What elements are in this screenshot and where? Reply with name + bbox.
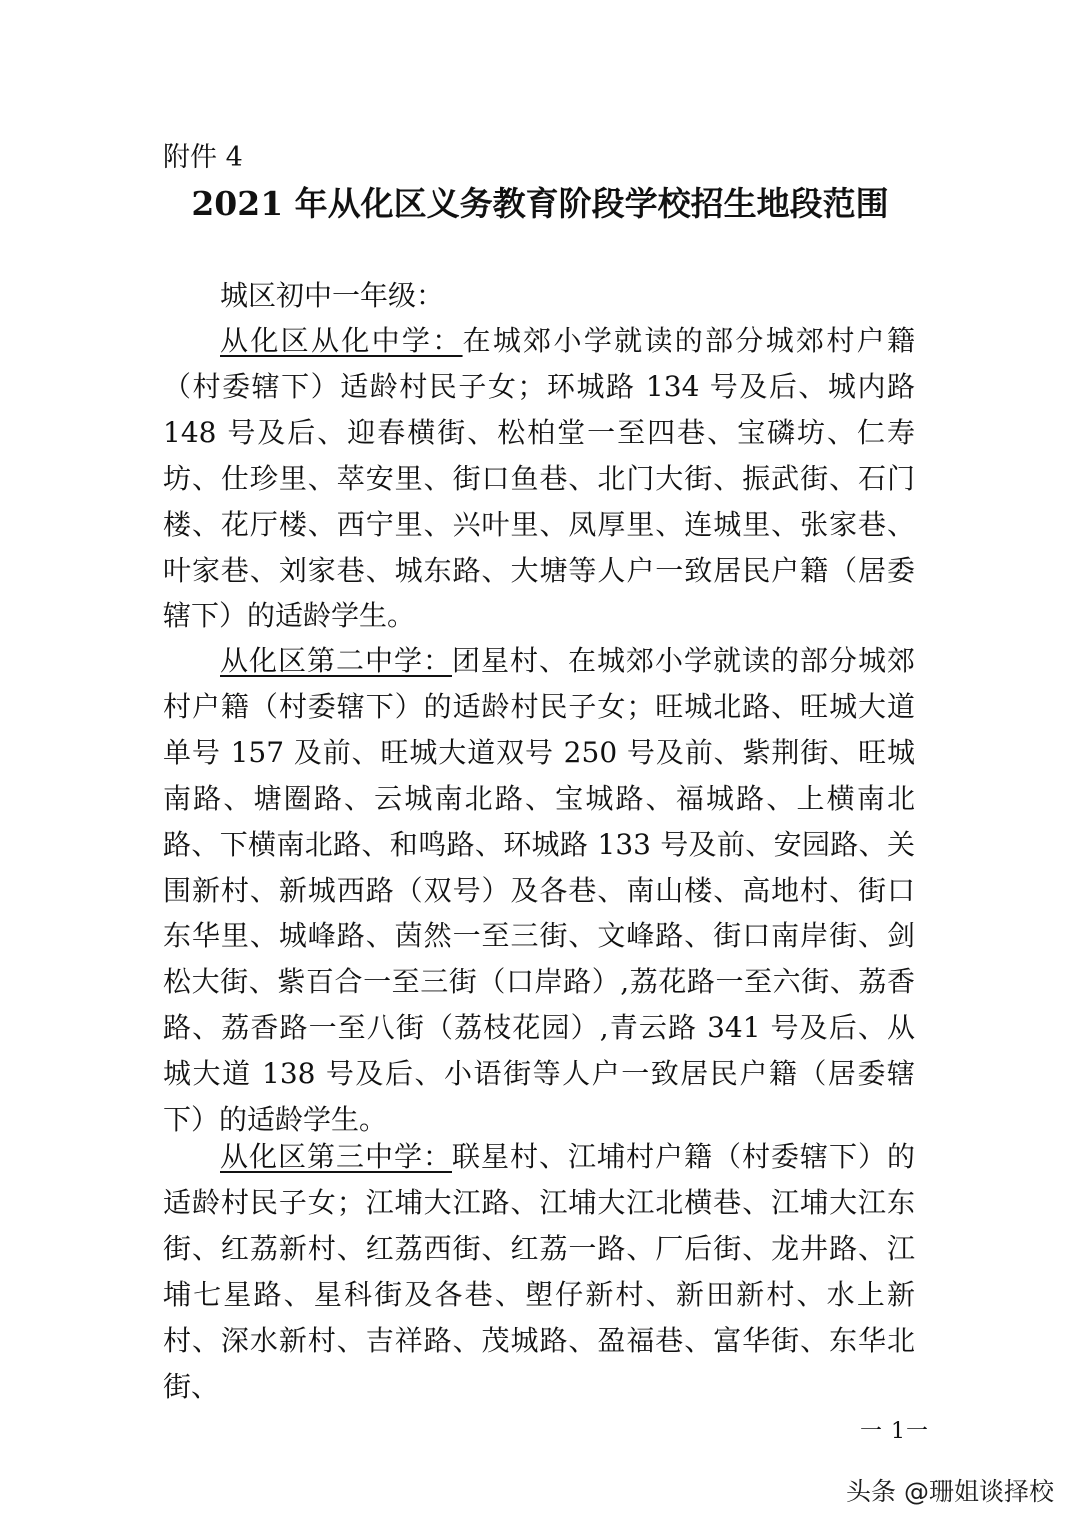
school-name-3: 从化区第三中学： — [220, 1140, 452, 1173]
school-paragraph-2 — [163, 638, 915, 1143]
section-heading: 城区初中一年级： — [220, 279, 445, 312]
school-paragraph-3 — [163, 1134, 915, 1409]
watermark-text: 头条 @珊姐谈择校 — [846, 1477, 1054, 1506]
school-name-1: 从化区从化中学： — [220, 324, 463, 357]
page-number: 一 1一 — [860, 1419, 929, 1444]
attachment-label: 附件 4 — [163, 142, 243, 173]
school-paragraph-1 — [163, 318, 915, 639]
school-text-1: 在城郊小学就读的部分城郊村户籍（村委辖下）适龄村民子女；环城路 134 号及后、城内路 148 号及后、迎春横街、松柏堂一至四巷、宝磷坊、仁寿坊、仕珍里、萃安里、街口鱼巷、北门大街、振武街、石门楼、花厅楼、西宁里、兴叶里、凤厚里、连城里、张家巷、叶家巷、刘家巷、城东路、大塘等人户一致居民户籍（居委辖下）的适龄学生。 — [163, 324, 915, 633]
school-text-3: 联星村、江埔村户籍（村委辖下）的适龄村民子女；江埔大江路、江埔大江北横巷、江埔大江东街、红荔新村、红荔西街、红荔一路、厂后街、龙井路、江埔七星路、星科街及各巷、塱仔新村、新田新村、水上新村、深水新村、吉祥路、茂城路、盈福巷、富华街、东华北街、 — [163, 1140, 915, 1403]
school-name-2: 从化区第二中学： — [220, 644, 452, 677]
school-text-2: 团星村、在城郊小学就读的部分城郊村户籍（村委辖下）的适龄村民子女；旺城北路、旺城大道单号 157 及前、旺城大道双号 250 号及前、紫荆街、旺城南路、塘圈路、云城南北路、宝城路、福城路、上横南北路、下横南北路、和鸣路、环城路 133 号及前、安园路、关围新村、新城西路（双号）及各巷、南山楼、高地村、街口东华里、城峰路、茵然一至三街、文峰路、街口南岸街、剑松大街、紫百合一至三街（口岸路）,荔花路一至六街、荔香路、荔香路一至八街（荔枝花园）,青云路 341 号及后、从城大道 138 号及后、小语街等人户一致居民户籍（居委辖下）的适龄学生。 — [163, 644, 915, 1137]
document-title: 2021 年从化区义务教育阶段学校招生地段范围 — [191, 184, 889, 223]
